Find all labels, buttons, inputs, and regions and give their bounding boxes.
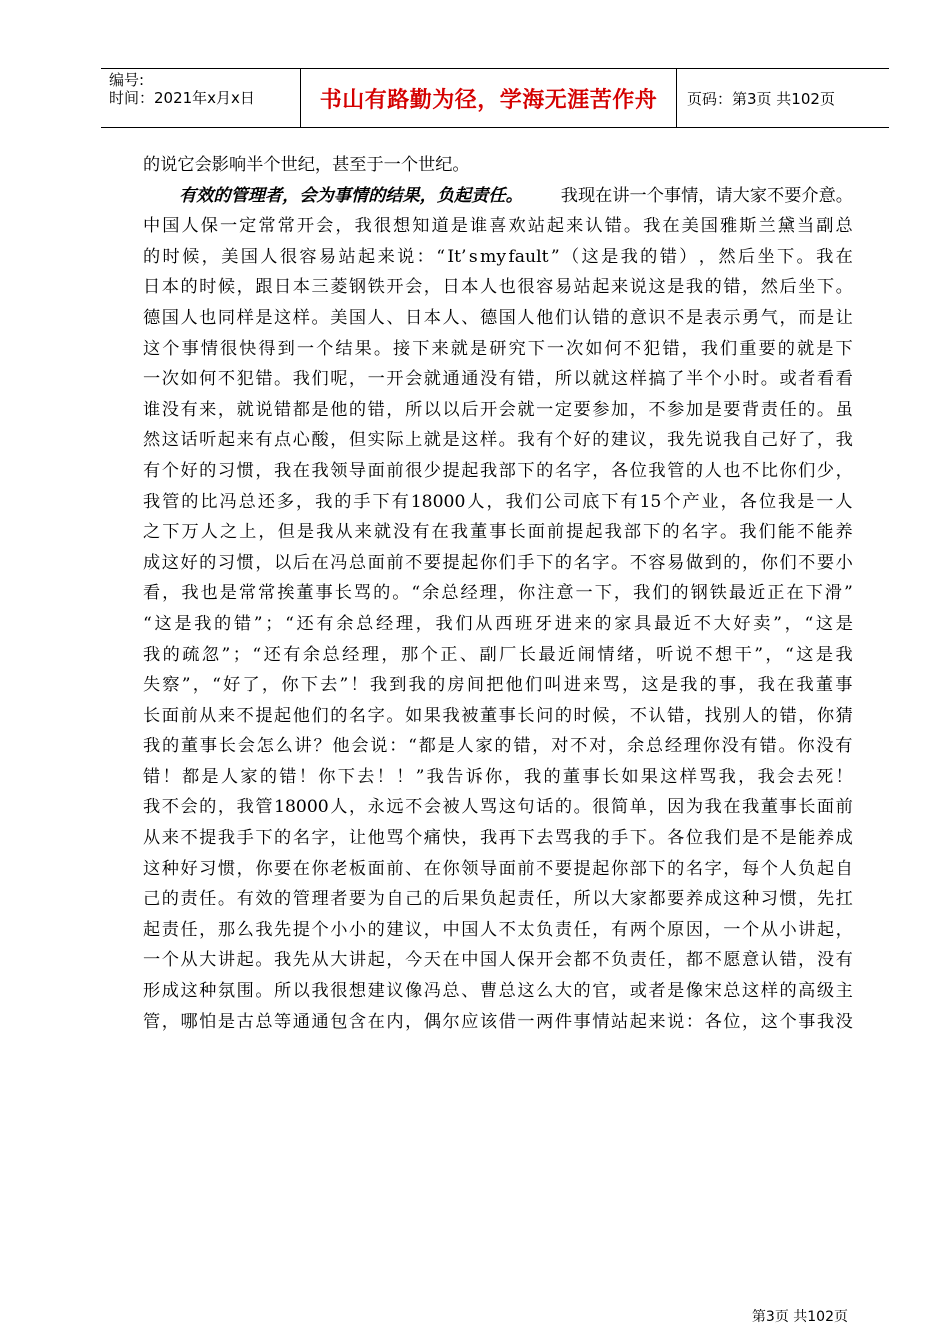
- header-page-cell: [677, 69, 889, 127]
- text-line: 失 察 ” ， “ 好 了 ， 你 下 去 ” ！ 我 到 我 的 房 间 把 他 们 叫 进 来 骂 ， 这 是 我 的 事 ， 我 在 我 董 事: [143, 675, 853, 696]
- text-line: 然 这 话 听 起 来 有 点 心 酸 ， 但 实 际 上 就 是 这 样 。 我 有 个 好 的 建 议 ， 我 先 说 我 自 己 好 了 ， 我: [143, 430, 853, 451]
- text-line: 长 面 前 从 来 不 提 起 他 们 的 名 字 。 如 果 我 被 董 事 长 问 的 时 候 ， 不 认 错 ， 找 别 人 的 错 ， 你 猜: [143, 705, 853, 726]
- text-line: 我 的 董 事 长 会 怎 么 讲 ？ 他 会 说 ： “ 都 是 人 家 的 错 ， 对 不 对 ， 余 总 经 理 你 没 有 错 。 你 没 有: [143, 736, 853, 757]
- text-line: 这 个 事 情 很 快 得 到 一 个 结 果 。 接 下 来 就 是 研 究 下 一 次 如 何 不 犯 错 ， 我 们 重 要 的 就 是 下: [143, 338, 853, 359]
- body-text: [143, 150, 853, 1037]
- text-line: 管 ， 哪 怕 是 古 总 等 通 通 包 含 在 内 ， 偶 尔 应 该 借 一 两 件 事 情 站 起 来 说 ： 各 位 ， 这 个 事 我 没: [143, 1011, 853, 1032]
- text-line: 我 不 会 的 ， 我 管 18000 人 ， 永 远 不 会 被 人 骂 这 句 话 的 。 很 简 单 ， 因 为 我 在 我 董 事 长 面 前: [143, 797, 853, 818]
- text-line: 有 个 好 的 习 惯 ， 我 在 我 领 导 面 前 很 少 提 起 我 部 下 的 名 字 ， 各 位 我 管 的 人 也 不 比 你 们 少 ，: [143, 460, 853, 481]
- text-line: 我 管 的 比 冯 总 还 多 ， 我 的 手 下 有 18000 人 ， 我 们 公 司 底 下 有 15 个 产 业 ， 各 位 我 是 一 人: [143, 491, 853, 512]
- document-number-label: 编号:: [109, 71, 145, 89]
- text-line: 从 来 不 提 我 手 下 的 名 字 ， 让 他 骂 个 痛 快 ， 我 再 下 去 骂 我 的 手 下 。 各 位 我 们 是 不 是 能 养 成: [143, 828, 853, 849]
- text-line: 一 个 从 大 讲 起 。 我 先 从 大 讲 起 ， 今 天 在 中 国 人 保 开 会 都 不 负 责 任 ， 都 不 愿 意 认 错 ， 没 有: [143, 950, 853, 971]
- text-line-content: 的说它会影响半个世纪，甚至于一个世纪。: [143, 155, 470, 175]
- text-line: 看 ， 我 也 是 常 常 挨 董 事 长 骂 的 。 “ 余 总 经 理 ， 你 注 意 一 下 ， 我 们 的 钢 铁 最 近 正 在 下 滑 ”: [143, 583, 853, 604]
- text-line: 日 本 的 时 候 ， 跟 日 本 三 菱 钢 铁 开 会 ， 日 本 人 也 很 容 易 站 起 来 说 这 是 我 的 错 ， 然 后 坐 下 。: [143, 277, 853, 298]
- header-motto: 书山有路勤为径，学海无涯苦作舟: [319, 87, 658, 113]
- emphasis-sentence: 有效的管理者，会为事情的结果，负起责任。: [179, 185, 523, 206]
- text-line: 成 这 好 的 习 惯 ， 以 后 在 冯 总 面 前 不 要 提 起 你 们 手 下 的 名 字 。 不 容 易 做 到 的 ， 你 们 不 要 小: [143, 552, 853, 573]
- text-line: 之 下 万 人 之 上 ， 但 是 我 从 来 就 没 有 在 我 董 事 长 面 前 提 起 我 部 下 的 名 字 。 我 们 能 不 能 养: [143, 522, 853, 543]
- text-line: 谁 没 有 来 ， 就 说 错 都 是 他 的 错 ， 所 以 以 后 开 会 就 一 定 要 参 加 ， 不 参 加 是 要 背 责 任 的 。 虽: [143, 399, 853, 420]
- text-line: 起 责 任 ， 那 么 我 先 提 个 小 小 的 建 议 ， 中 国 人 不 太 负 责 任 ， 有 两 个 原 因 ， 一 个 从 小 讲 起 ，: [143, 919, 853, 940]
- text-line: 我 的 疏 忽 ” ； “ 还 有 余 总 经 理 ， 那 个 正 、 副 厂 长 最 近 闹 情 绪 ， 听 说 不 想 干 ” ， “ 这 是 我: [143, 644, 853, 665]
- header-meta-cell: [101, 69, 301, 127]
- text-line: 德 国 人 也 同 样 是 这 样 。 美 国 人 、 日 本 人 、 德 国 人 他 们 认 错 的 意 识 不 是 表 示 勇 气 ， 而 是 让: [143, 307, 853, 328]
- document-time-label: 时间：2021年x月x日: [109, 89, 255, 107]
- text-line: 中 国 人 保 一 定 常 常 开 会 ， 我 很 想 知 道 是 谁 喜 欢 站 起 来 认 错 。 我 在 美 国 雅 斯 兰 黛 当 副 总: [143, 216, 853, 237]
- text-line: 己 的 责 任 。 有 效 的 管 理 者 要 为 自 己 的 后 果 负 起 责 任 ， 所 以 大 家 都 要 养 成 这 种 习 惯 ， 先 扛: [143, 889, 853, 910]
- text-line: 形 成 这 种 氛 围 。 所 以 我 很 想 建 议 像 冯 总 、 曹 总 这 么 大 的 官 ， 或 者 是 像 宋 总 这 样 的 高 级 主: [143, 981, 853, 1002]
- page-header: [101, 68, 889, 128]
- page-footer: 第3页 共102页: [751, 1309, 848, 1325]
- text-line: 错 ！ 都 是 人 家 的 错 ！ 你 下 去 ！ ！ ” 我 告 诉 你 ， 我 的 董 事 长 如 果 这 样 骂 我 ， 我 会 去 死 ！: [143, 766, 853, 787]
- text-line: [143, 150, 853, 181]
- text-line: “ 这 是 我 的 错 ” ； “ 还 有 余 总 经 理 ， 我 们 从 西 班 牙 进 来 的 家 具 最 近 不 大 好 卖 ” ， “ 这 是: [143, 613, 853, 634]
- text-line: [143, 181, 853, 212]
- header-motto-cell: [301, 69, 677, 127]
- text-line: 这 种 好 习 惯 ， 你 要 在 你 老 板 面 前 、 在 你 领 导 面 前 不 要 提 起 你 部 下 的 名 字 ， 每 个 人 负 起 自: [143, 858, 853, 879]
- text-line: 的 时 候 ， 美 国 人 很 容 易 站 起 来 说 ： “ It’ s my fault ” （ 这 是 我 的 错 ） ， 然 后 坐 下 。 我 在: [143, 246, 853, 267]
- text-line: 一 次 如 何 不 犯 错 。 我 们 呢 ， 一 开 会 就 通 通 没 有 错 ， 所 以 就 这 样 搞 了 半 个 小 时 。 或 者 看 看: [143, 369, 853, 390]
- text-line-content: 我现在讲一个事情，请大家不要介意。: [560, 185, 853, 206]
- header-page-info: 页码：第3页 共102页: [687, 89, 835, 108]
